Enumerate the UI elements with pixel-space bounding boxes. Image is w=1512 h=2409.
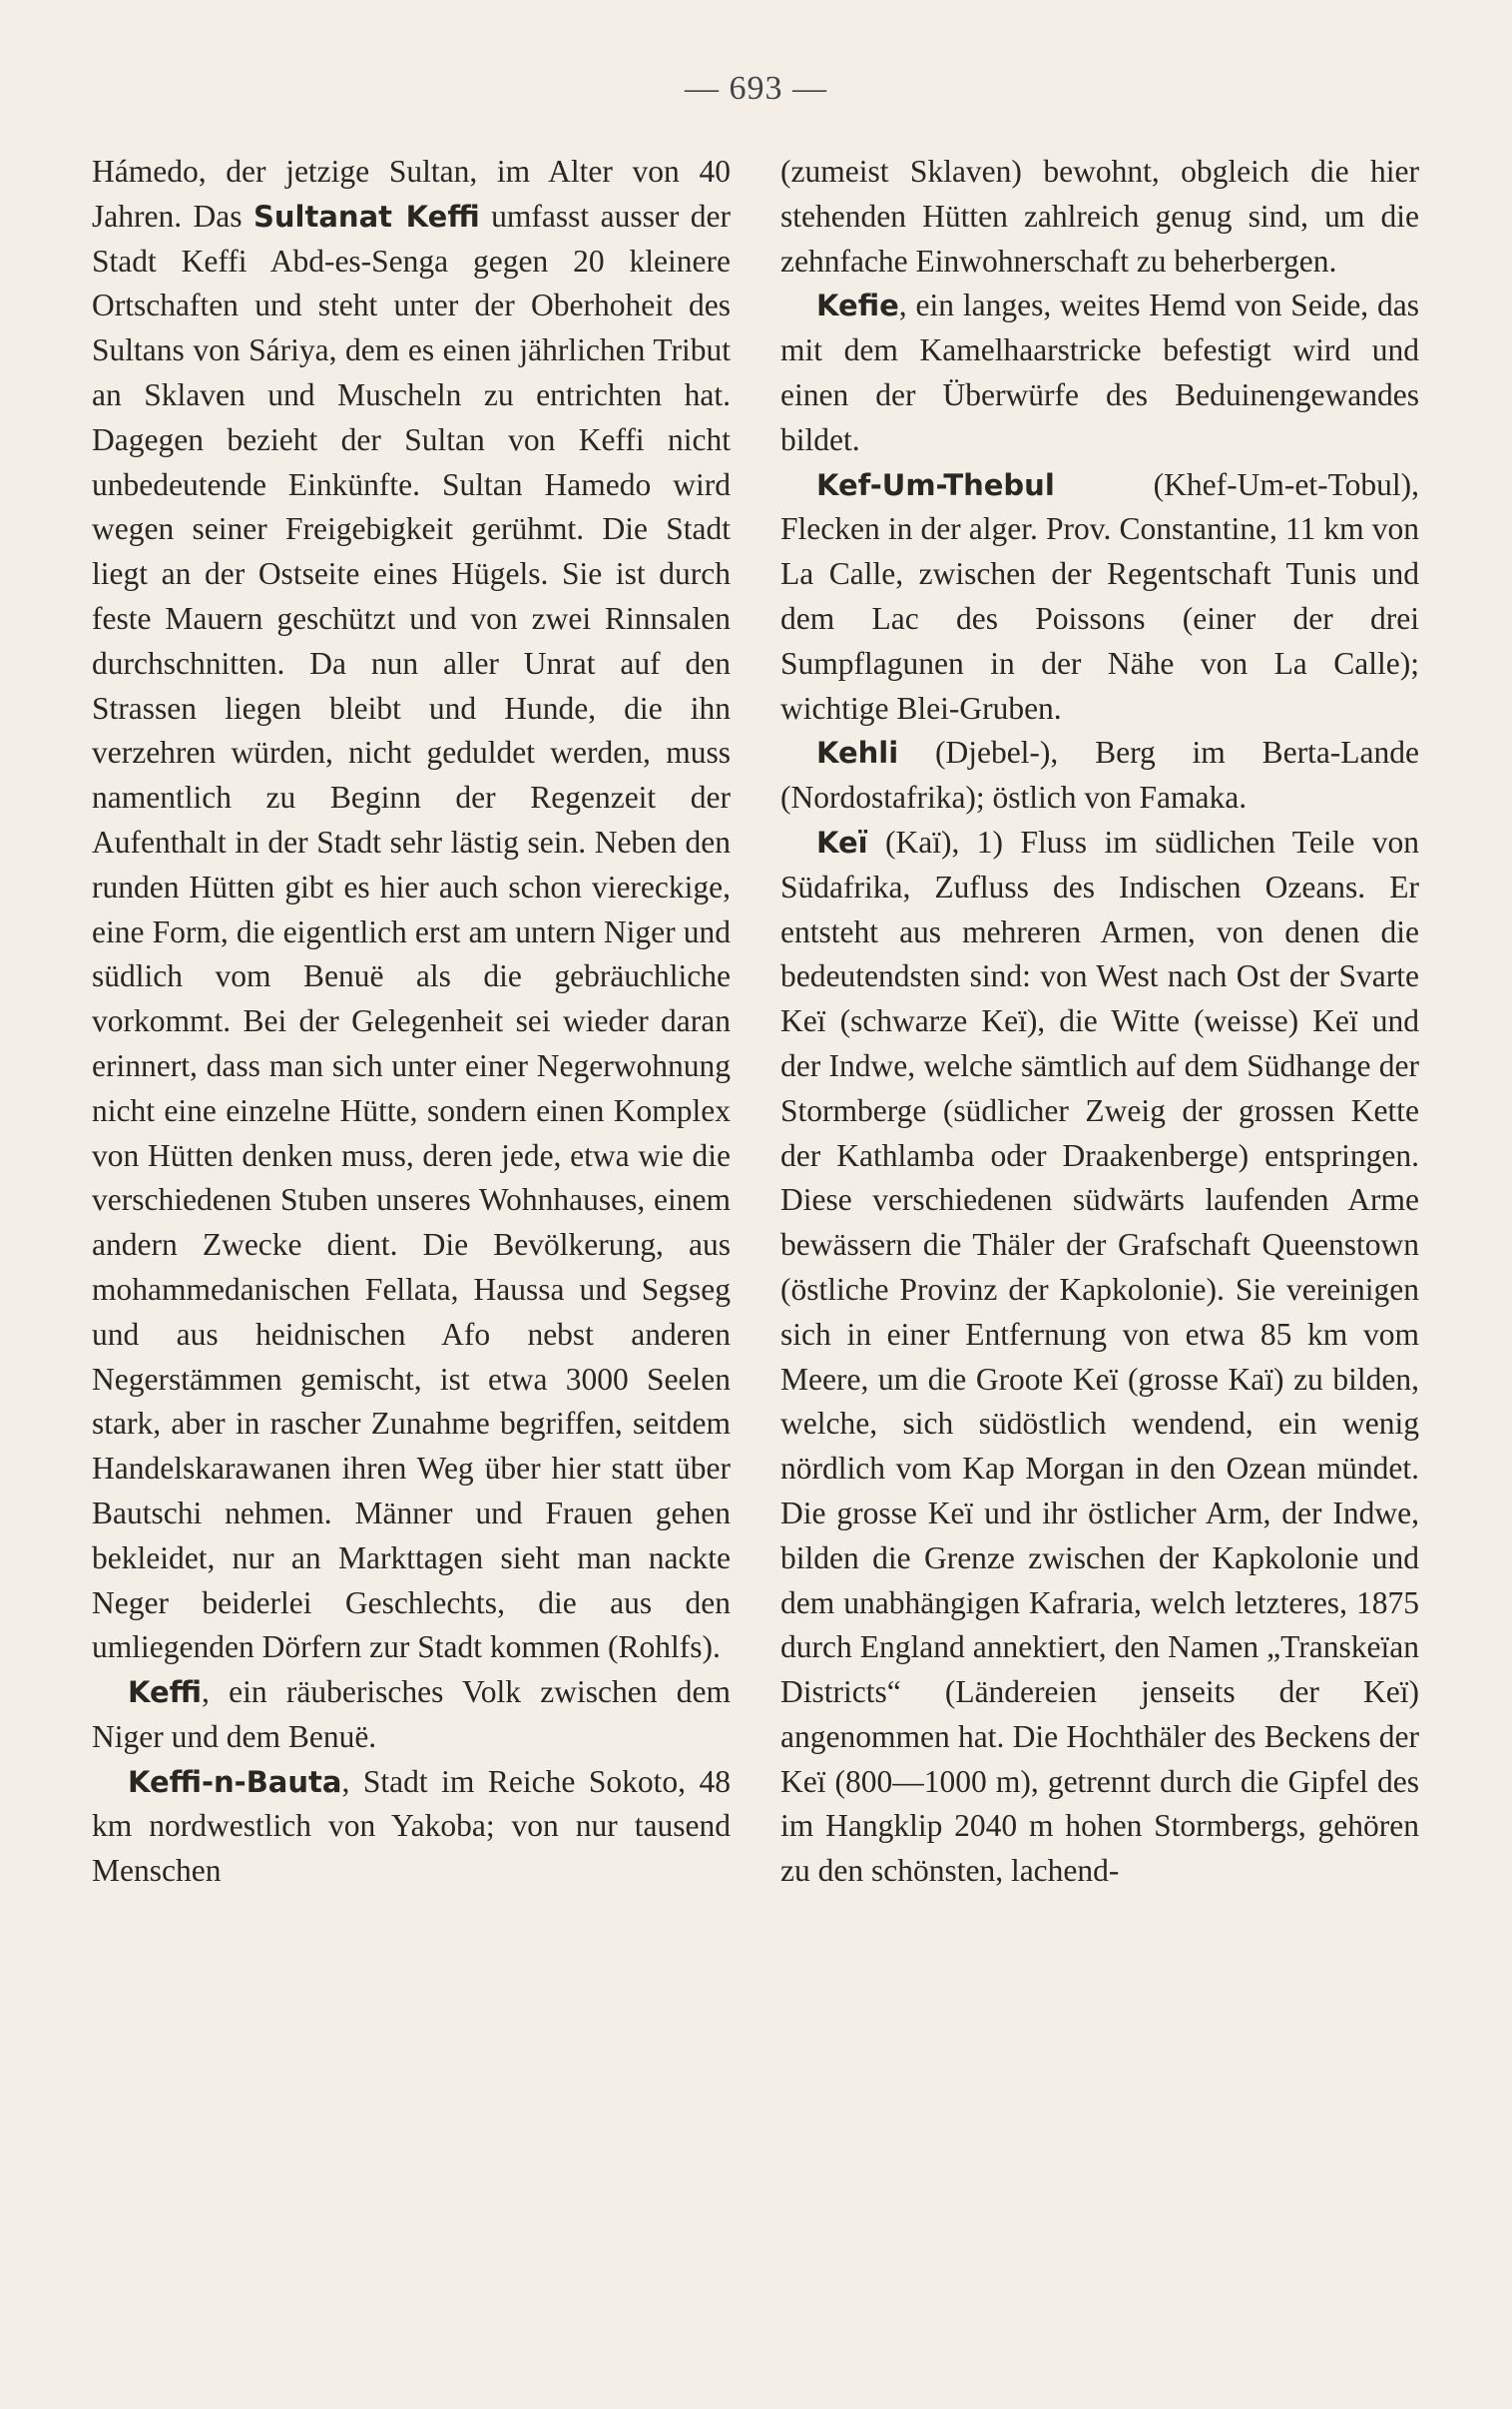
entry-continuation-hamedo: Hámedo, der jetzige Sultan, im Alter von 40 Jahren. Das Sultanat Keffi umfasst ausser der Stadt Keffi Abd-es-Senga gegen 20 kleinere Ortschaften und steht unter der Oberhoheit des Sultans von Sáriya, dem es einen jährlichen Tribut an Sklaven und Muscheln zu entrichten hat. Dagegen bezieht der Sultan von Keffi nicht unbedeutende Einkünfte. Sultan Hamedo wird wegen seiner Freigebigkeit gerühmt. Die Stadt liegt an der Ostseite eines Hügels. Sie ist durch feste Mauern geschützt und von zwei Rinnsalen durchschnitten. Da nun aller Unrat auf den Strassen liegen bleibt und Hunde, die ihn verzehren würden, nicht geduldet werden, muss namentlich zu Beginn der Regenzeit der Aufenthalt in der Stadt sehr lästig sein. Neben den runden Hütten gibt es hier auch schon viereckige, eine Form, die eigentlich erst am untern Niger und südlich vom Benuë als die gebräuchliche vorkommt. Bei der Gelegenheit sei wieder daran erinnert, dass man sich unter einer Negerwohnung nicht eine einzelne Hütte, sondern einen Komplex von Hütten denken muss, deren jede, etwa wie die verschiedenen Stuben unseres Wohnhauses, einem andern Zwecke dient. Die Bevölkerung, aus mohammedanischen Fellata, Haussa und Segseg und aus heidnischen Afo nebst anderen Negerstämmen gemischt, ist etwa 3000 Seelen stark, aber in rascher Zunahme begriffen, seitdem Handelskarawanen ihren Weg über hier statt über Bautschi nehmen. Männer und Frauen gehen bekleidet, nur an Markttagen sieht man nackte Neger beiderlei Geschlechts, die aus den umliegenden Dörfern zur Stadt kommen (Rohlfs). bbox=[92, 154, 732, 1665]
entry-kehli: Kehli (Djebel-), Berg im Berta-Lande (Nordostafrika); östlich von Famaka. bbox=[780, 735, 1419, 816]
entry-continuation-keffi-n-bauta: (zumeist Sklaven) bewohnt, obgleich die hier stehenden Hütten zahlreich genug sind, um die zehnfache Einwohnerschaft zu beherbergen. bbox=[780, 154, 1419, 279]
entry-kefie: Kefie, ein langes, weites Hemd von Seide, das mit dem Kamelhaarstricke befestigt wird und einen der Überwürfe des Beduinengewandes bildet. bbox=[780, 288, 1419, 457]
headword-kefie: Kefie bbox=[816, 289, 899, 323]
right-column bbox=[780, 150, 1419, 1894]
entry-kef-um-thebul: Kef-Um-Thebul (Khef-Um-et-Tobul), Flecken in der alger. Prov. Constantine, 11 km von La Calle, zwischen der Regentschaft Tunis und dem Lac des Poissons (einer der drei Sumpflagunen in der Nähe von La Calle); wichtige Blei-Gruben. bbox=[780, 466, 1419, 726]
headword-keffi-n-bauta: Keffi-n-Bauta bbox=[128, 1764, 342, 1799]
left-column bbox=[92, 150, 731, 1894]
headword-kef-um-thebul: Kef-Um-Thebul bbox=[816, 467, 1055, 502]
entry-keffi: Keffi, ein räuberisches Volk zwischen dem Niger und dem Benuë. bbox=[92, 1674, 731, 1754]
page-number: — 693 — bbox=[685, 70, 827, 107]
entry-keffi-n-bauta: Keffi-n-Bauta, Stadt im Reiche Sokoto, 48 km nordwestlich von Yakoba; von nur tausend Menschen bbox=[92, 1763, 731, 1889]
headword-kei: Keï bbox=[816, 825, 868, 860]
headword-kehli: Kehli bbox=[816, 736, 899, 771]
headword-keffi: Keffi bbox=[128, 1675, 202, 1710]
entry-kei: Keï (Kaï), 1) Fluss im südlichen Teile von Südafrika, Zufluss des Indischen Ozeans. Er entsteht aus mehreren Armen, von denen die bedeutendsten sind: von West nach Ost der Svarte Keï (schwarze Keï), die Witte (weisse) Keï und der Indwe, welche sämtlich auf dem Südhange der Stormberge (südlicher Zweig der grossen Kette der Kathlamba oder Draakenberge) entspringen. Diese verschiedenen südwärts laufenden Arme bewässern die Thäler der Grafschaft Queenstown (östliche Provinz der Kapkolonie). Sie vereinigen sich in einer Entfernung von etwa 85 km vom Meere, um die Groote Keï (grosse Kaï) zu bilden, welche, sich südöstlich wendend, ein wenig nördlich vom Kap Morgan in den Ozean mündet. Die grosse Keï und ihr östlicher Arm, der Indwe, bilden die Grenze zwischen der Kapkolonie und dem unabhängigen Kafraria, welch letzteres, 1875 durch England annektiert, den Namen „Transkeïan Districts“ (Ländereien jenseits der Keï) angenommen hat. Die Hochthäler des Beckens der Keï (800—1000 m), getrennt durch die Gipfel des im Hangklip 2040 m hohen Stormbergs, gehören zu den schönsten, lachend- bbox=[780, 824, 1419, 1889]
bold-term-sultanat-keffi: Sultanat Keffi bbox=[253, 199, 480, 234]
